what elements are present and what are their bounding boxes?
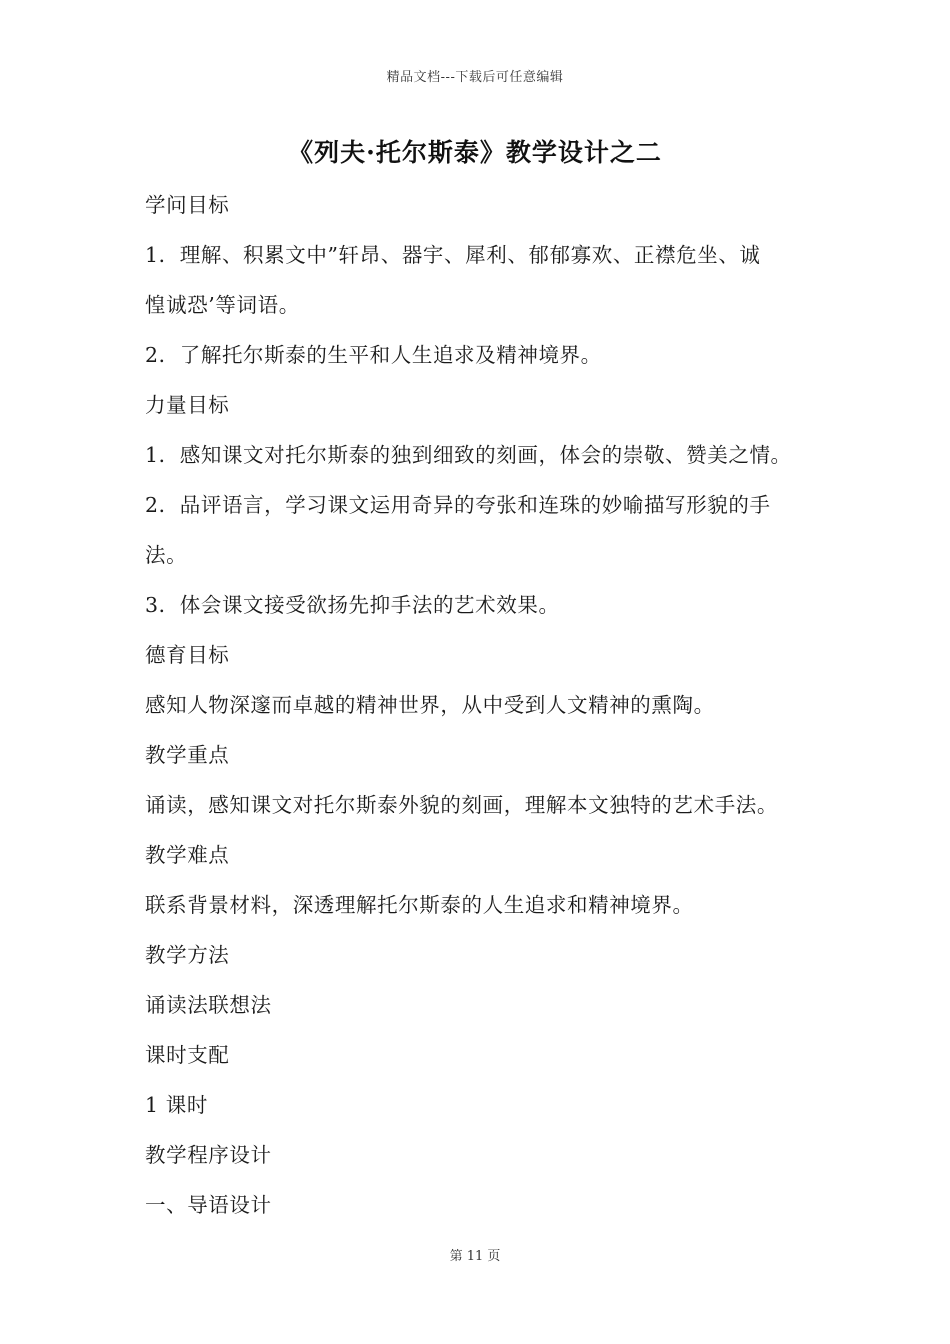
paragraph-line: 诵读法联想法 [145, 993, 272, 1017]
paragraph-line: 3．体会课文接受欲扬先抑手法的艺术效果。 [145, 593, 560, 617]
paragraph-line: 惶诚恐’等词语。 [145, 293, 300, 317]
section-heading: 一、导语设计 [145, 1193, 272, 1217]
heading-teaching-difficulty: 教学难点 [145, 843, 230, 867]
heading-class-hours: 课时支配 [145, 1043, 230, 1067]
heading-ability-goals: 力量目标 [145, 393, 230, 417]
paragraph-line: 1 课时 [145, 1093, 208, 1117]
paragraph-line: 感知人物深邃而卓越的精神世界，从中受到人文精神的熏陶。 [145, 693, 715, 717]
paragraph-line: 2．品评语言，学习课文运用奇异的夸张和连珠的妙喻描写形貌的手 [145, 493, 771, 517]
document-title: 《列夫·托尔斯泰》教学设计之二 [288, 138, 662, 167]
paragraph-line: 法。 [145, 543, 188, 567]
heading-moral-goals: 德育目标 [145, 643, 230, 667]
paragraph-line: 诵读，感知课文对托尔斯泰外貌的刻画，理解本文独特的艺术手法。 [145, 793, 778, 817]
page-header: 精品文档---下载后可任意编辑 [386, 70, 564, 85]
heading-knowledge-goals: 学问目标 [145, 193, 230, 217]
paragraph-line: 1．理解、积累文中”轩昂、器宇、犀利、郁郁寡欢、正襟危坐、诚 [145, 243, 761, 267]
paragraph-line: 1．感知课文对托尔斯泰的独到细致的刻画，体会的崇敬、赞美之情。 [145, 443, 792, 467]
heading-teaching-focus: 教学重点 [145, 743, 230, 767]
page-number: 第 11 页 [449, 1249, 501, 1264]
document-body [145, 180, 825, 1230]
heading-teaching-method: 教学方法 [145, 943, 230, 967]
heading-procedure: 教学程序设计 [145, 1143, 272, 1167]
paragraph-line: 联系背景材料，深透理解托尔斯泰的人生追求和精神境界。 [145, 893, 694, 917]
paragraph-line: 2．了解托尔斯泰的生平和人生追求及精神境界。 [145, 343, 602, 367]
